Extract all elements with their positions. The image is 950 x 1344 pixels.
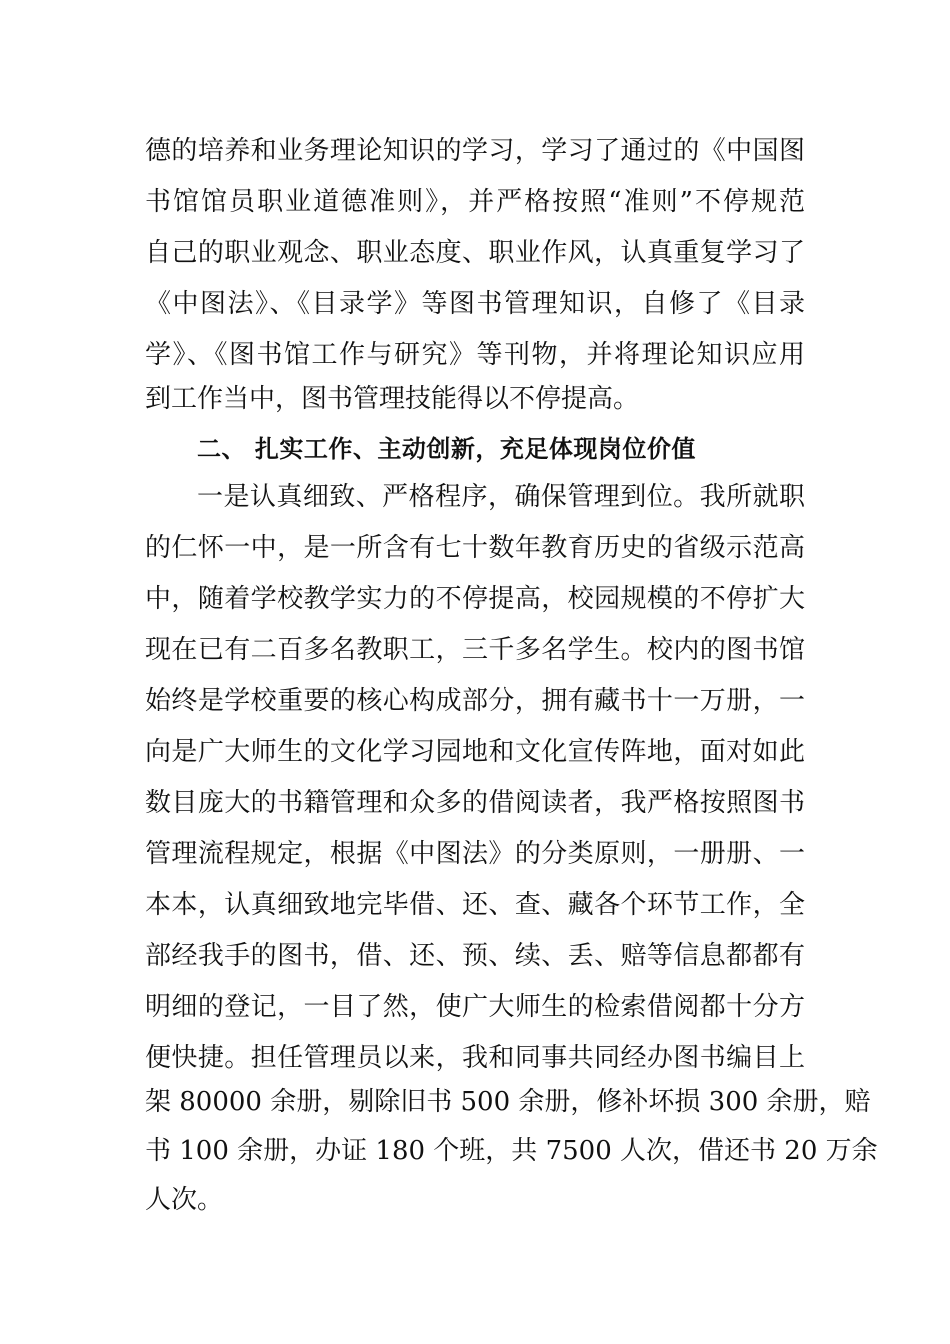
paragraph-2-line-6: 向是广大师生的文化学习园地和文化宣传阵地，面对如此: [145, 737, 805, 767]
paragraph-2-line-9: 本本，认真细致地完毕借、还、查、藏各个环节工作，全: [145, 890, 805, 920]
paragraph-1-line-5: 学》、《图书馆工作与研究》等刊物，并将理论知识应用: [145, 340, 805, 370]
paragraph-1-line-6: 到工作当中，图书管理技能得以不停提高。: [145, 384, 640, 414]
paragraph-2-line-7: 数目庞大的书籍管理和众多的借阅读者，我严格按照图书: [145, 788, 805, 818]
paragraph-1-line-1: 德的培养和业务理论知识的学习，学习了通过的《中国图: [145, 136, 805, 166]
paragraph-2-line-1: 一是认真细致、严格程序，确保管理到位。我所就职: [197, 482, 805, 512]
section-heading: 二、 扎实工作、主动创新，充足体现岗位价值: [197, 435, 696, 463]
paragraph-2-line-11: 明细的登记，一目了然，使广大师生的检索借阅都十分方: [145, 992, 805, 1022]
paragraph-1-line-3: 自己的职业观念、职业态度、职业作风，认真重复学习了: [145, 238, 805, 268]
paragraph-1-line-4: 《中图法》、《目录学》等图书管理知识，自修了《目录: [145, 289, 805, 319]
paragraph-2-line-15: 人次。: [145, 1185, 224, 1215]
paragraph-2-line-10: 部经我手的图书，借、还、预、续、丢、赔等信息都都有: [145, 941, 805, 971]
paragraph-2-line-4: 现在已有二百多名教职工，三千多名学生。校内的图书馆: [145, 635, 805, 665]
paragraph-2-line-5: 始终是学校重要的核心构成部分，拥有藏书十一万册，一: [145, 686, 805, 716]
paragraph-2-line-14: 书 100 余册，办证 180 个班，共 7500 人次，借还书 20 万余: [145, 1136, 878, 1166]
paragraph-2-line-12: 便快捷。担任管理员以来，我和同事共同经办图书编目上: [145, 1043, 805, 1073]
paragraph-2-line-13: 架 80000 余册，剔除旧书 500 余册，修补坏损 300 余册，赔: [145, 1087, 871, 1117]
paragraph-2-line-8: 管理流程规定，根据《中图法》的分类原则，一册册、一: [145, 839, 805, 869]
paragraph-1-line-2: 书馆馆员职业道德准则》，并严格按照“准则”不停规范: [145, 187, 805, 217]
paragraph-2-line-2: 的仁怀一中，是一所含有七十数年教育历史的省级示范高: [145, 533, 805, 563]
paragraph-2-line-3: 中，随着学校教学实力的不停提高，校园规模的不停扩大: [145, 584, 805, 614]
